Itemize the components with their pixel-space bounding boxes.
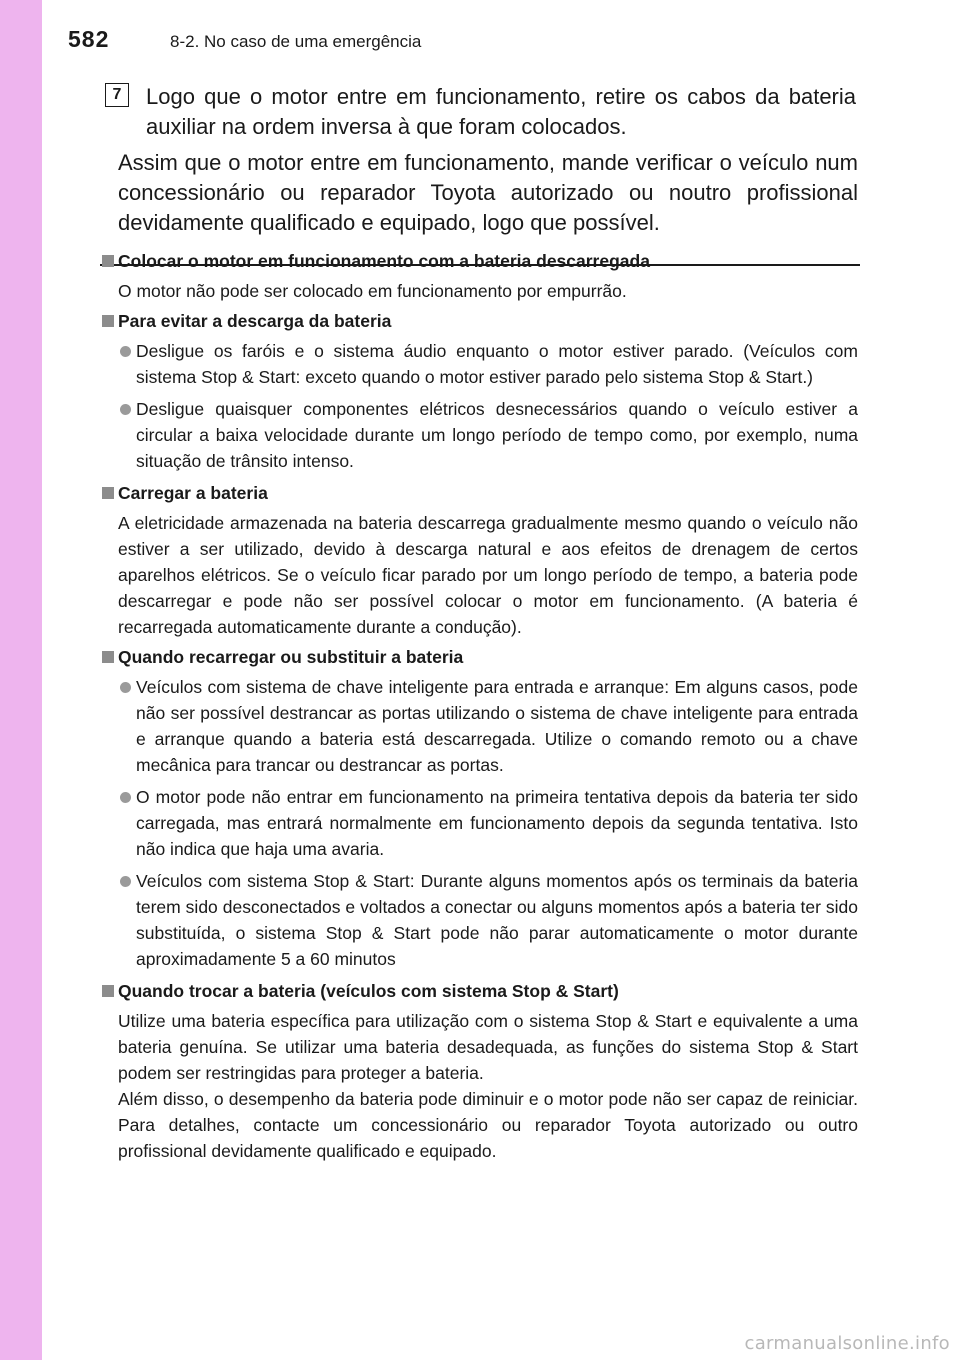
- list-item-text: Desligue os faróis e o sistema áudio enquanto o motor estiver parado. (Veículos com sistema Stop & Start: exceto quando o motor estiver parado pelo sistema Stop & Start.): [136, 341, 858, 387]
- step-block: [102, 82, 862, 266]
- note-heading-text: Para evitar a descarga da bateria: [118, 311, 392, 331]
- note-paragraph: A eletricidade armazenada na bateria descarrega gradualmente mesmo quando o veículo não estiver a ser utilizado, devido à descarga natural e aos efeitos de drenagem de certos aparelhos elétricos. Se o veículo ficar parado por um longo período de tempo, a bateria pode descarregar e pode não ser possível colocar o motor em funcionamento. (A bateria é recarregada automaticamente durante a condução).: [118, 513, 858, 637]
- note-heading-text: Quando recarregar ou substituir a bateria: [118, 647, 464, 667]
- note-section-3: [102, 480, 858, 640]
- note-section-2: [102, 308, 858, 474]
- note-heading: [102, 978, 858, 1004]
- list-item: [102, 396, 858, 474]
- square-bullet-icon: [102, 985, 114, 997]
- square-bullet-icon: [102, 315, 114, 327]
- intro-paragraph: Assim que o motor entre em funcionamento, mande verificar o veículo num concessionário ou reparador Toyota autorizado ou noutro profissional devidamente qualificado e equipado, logo que possível.: [118, 150, 858, 235]
- note-section-4: [102, 644, 858, 972]
- step-text: Logo que o motor entre em funcionamento, retire os cabos da bateria auxiliar na ordem inversa à que foram colocados.: [146, 84, 856, 139]
- circle-bullet-icon: [120, 682, 131, 693]
- square-bullet-icon: [102, 487, 114, 499]
- note-heading: [102, 480, 858, 506]
- watermark: carmanualsonline.info: [744, 1333, 950, 1354]
- step-number-box: 7: [105, 83, 129, 107]
- circle-bullet-icon: [120, 346, 131, 357]
- list-item: [102, 868, 858, 972]
- section-title: 8-2. No caso de uma emergência: [170, 32, 422, 51]
- note-paragraph: Utilize uma bateria específica para utilização com o sistema Stop & Start e equivalente a uma bateria genuína. Se utilizar uma bateria desadequada, as funções do sistema Stop & Start podem ser restringidas para proteger a bateria.: [118, 1011, 858, 1083]
- list-item: [102, 338, 858, 390]
- circle-bullet-icon: [120, 404, 131, 415]
- list-item-text: Veículos com sistema de chave inteligente para entrada e arranque: Em alguns casos, pode não ser possível destrancar as portas utilizando o sistema de chave inteligente para entrada e arranque quando a bateria está descarregada. Utilize o comando remoto ou a chave mecânica para trancar ou destrancar as portas.: [136, 677, 858, 775]
- note-heading-text: Quando trocar a bateria (veículos com sistema Stop & Start): [118, 981, 619, 1001]
- list-item-text: Veículos com sistema Stop & Start: Durante alguns momentos após os terminais da bateria terem sido desconectados e voltados a conectar ou alguns momentos após a bateria ter sido substituída, o sistema Stop & Start pode não parar automaticamente o motor durante aproximadamente 5 a 60 minutos: [136, 871, 858, 969]
- note-heading-text: Carregar a bateria: [118, 483, 268, 503]
- list-item-text: O motor pode não entrar em funcionamento na primeira tentativa depois da bateria ter sido carregada, mas entrará normalmente em funcionamento depois da segunda tentativa. Isto não indica que haja uma avaria.: [136, 787, 858, 859]
- chapter-tab-strip: [0, 0, 42, 1360]
- list-item: [102, 784, 858, 862]
- note-paragraph: Além disso, o desempenho da bateria pode diminuir e o motor pode não ser capaz de reiniciar. Para detalhes, contacte um concessionário ou reparador Toyota autorizado ou outro profissional devidamente qualificado e equipado.: [118, 1089, 858, 1161]
- circle-bullet-icon: [120, 876, 131, 887]
- note-heading: [102, 248, 858, 274]
- circle-bullet-icon: [120, 792, 131, 803]
- note-heading-text: Colocar o motor em funcionamento com a bateria descarregada: [118, 251, 650, 271]
- square-bullet-icon: [102, 651, 114, 663]
- note-heading: [102, 308, 858, 334]
- page-number: 582: [68, 26, 110, 52]
- step-7: [102, 82, 862, 142]
- note-section-5: [102, 978, 858, 1164]
- list-item: [102, 674, 858, 778]
- note-heading: [102, 644, 858, 670]
- note-section-1: [102, 248, 858, 304]
- square-bullet-icon: [102, 255, 114, 267]
- note-paragraph: O motor não pode ser colocado em funcionamento por empurrão.: [118, 281, 627, 301]
- notes-content: [102, 248, 858, 1168]
- list-item-text: Desligue quaisquer componentes elétricos desnecessários quando o veículo estiver a circular a baixa velocidade durante um longo período de tempo como, por exemplo, numa situação de trânsito intenso.: [136, 399, 858, 471]
